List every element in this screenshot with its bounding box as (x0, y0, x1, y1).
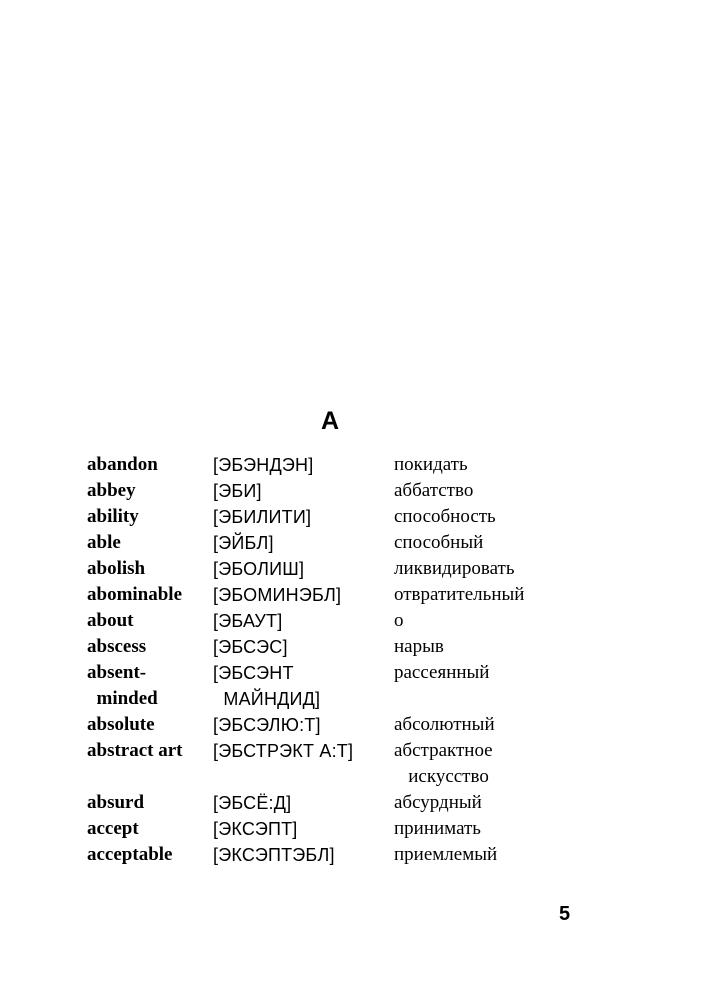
entry-word: absent- minded (87, 662, 158, 709)
entry-translation: отвратительный (394, 584, 525, 605)
entry-pronunciation: [ЭБОЛИШ] (213, 559, 305, 579)
entry-word: absolute (87, 714, 155, 735)
dictionary-entry (87, 660, 587, 712)
dictionary-entry (87, 478, 587, 504)
entry-pronunciation: [ЭБИ] (213, 481, 262, 501)
dictionary-entry (87, 790, 587, 816)
entry-translation: абстрактное искусство (394, 740, 493, 787)
entry-translation: способный (394, 532, 484, 553)
entry-translation: о (394, 610, 404, 631)
dictionary-entry (87, 816, 587, 842)
dictionary-entry (87, 582, 587, 608)
entry-translation: покидать (394, 454, 468, 475)
entry-word: ability (87, 506, 139, 527)
dictionary-entry (87, 530, 587, 556)
dictionary-entry (87, 504, 587, 530)
entry-pronunciation: [ЭЙБЛ] (213, 533, 274, 553)
entry-pronunciation: [ЭБЭНДЭН] (213, 455, 314, 475)
entry-pronunciation: [ЭБСЭНТ МАЙНДИД] (213, 663, 321, 709)
entry-translation: аббатство (394, 480, 474, 501)
entry-translation: нарыв (394, 636, 444, 657)
dictionary-entry (87, 842, 587, 868)
entry-translation: принимать (394, 818, 481, 839)
dictionary-entry (87, 634, 587, 660)
entry-word: abbey (87, 480, 136, 501)
entry-pronunciation: [ЭБСЁ:Д] (213, 793, 292, 813)
dictionary-entry (87, 608, 587, 634)
dictionary-entry (87, 738, 587, 790)
entry-word: able (87, 532, 121, 553)
dictionary-entries (87, 452, 587, 868)
entry-pronunciation: [ЭБАУТ] (213, 611, 283, 631)
entry-word: abstract art (87, 740, 183, 761)
entry-pronunciation: [ЭБИЛИТИ] (213, 507, 312, 527)
entry-pronunciation: [ЭБОМИНЭБЛ] (213, 585, 342, 605)
entry-pronunciation: [ЭКСЭПТ] (213, 819, 298, 839)
entry-word: accept (87, 818, 139, 839)
page-number: 5 (559, 903, 571, 925)
entry-translation: абсурдный (394, 792, 482, 813)
entry-word: abandon (87, 454, 158, 475)
entry-word: abscess (87, 636, 147, 657)
entry-translation: рассеянный (394, 662, 490, 683)
entry-translation: приемлемый (394, 844, 498, 865)
entry-pronunciation: [ЭКСЭПТЭБЛ] (213, 845, 335, 865)
dictionary-entry (87, 556, 587, 582)
dictionary-entry (87, 712, 587, 738)
entry-translation: ликвидировать (394, 558, 515, 579)
section-letter-heading: A (320, 407, 340, 435)
entry-word: about (87, 610, 134, 631)
entry-word: abominable (87, 584, 183, 605)
entry-translation: абсолютный (394, 714, 495, 735)
entry-translation: способность (394, 506, 496, 527)
dictionary-entry (87, 452, 587, 478)
entry-word: acceptable (87, 844, 173, 865)
entry-pronunciation: [ЭБСТРЭКТ А:Т] (213, 741, 354, 761)
entry-word: abolish (87, 558, 146, 579)
entry-word: absurd (87, 792, 145, 813)
entry-pronunciation: [ЭБСЭЛЮ:Т] (213, 715, 321, 735)
entry-pronunciation: [ЭБСЭС] (213, 637, 288, 657)
